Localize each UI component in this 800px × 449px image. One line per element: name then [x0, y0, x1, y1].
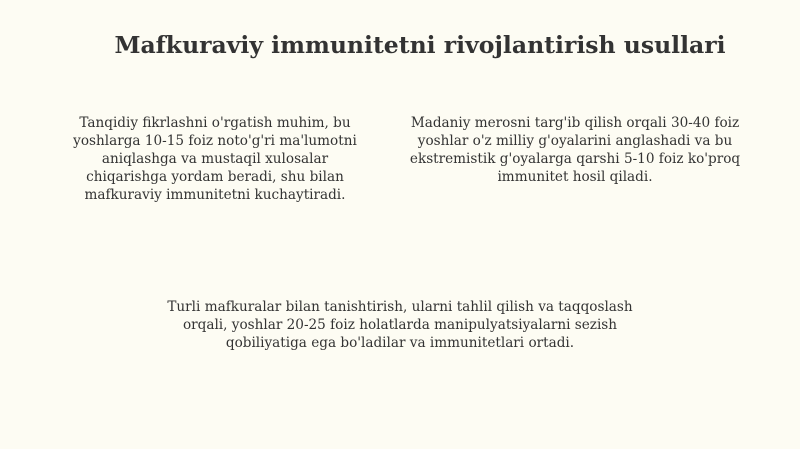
paragraph-ideology-analysis: Turli mafkuralar bilan tanishtirish, ularni tahlil qilish va taqqoslash orqali, yoshlar 20-25 foiz holatlarda manipulyatsiyalarni sezish qobiliyatiga ega bo'ladilar va immunitetlari ortadi.	[167, 299, 633, 351]
slide-title: Mafkuraviy immunitetni rivojlantirish usullari	[114, 31, 726, 59]
paragraph-cultural-heritage: Madaniy merosni targ'ib qilish orqali 30-40 foiz yoshlar o'z milliy g'oyalarini anglashadi va bu ekstremistik g'oyalarga qarshi 5-10 foiz ko'proq immunitet hosil qiladi.	[409, 115, 741, 185]
paragraph-critical-thinking: Tanqidiy fikrlashni o'rgatish muhim, bu yoshlarga 10-15 foiz noto'g'ri ma'lumotni aniqlashga va mustaqil xulosalar chiqarishga yordam beradi, shu bilan mafkuraviy immunitetni kuchaytiradi.	[73, 115, 357, 203]
